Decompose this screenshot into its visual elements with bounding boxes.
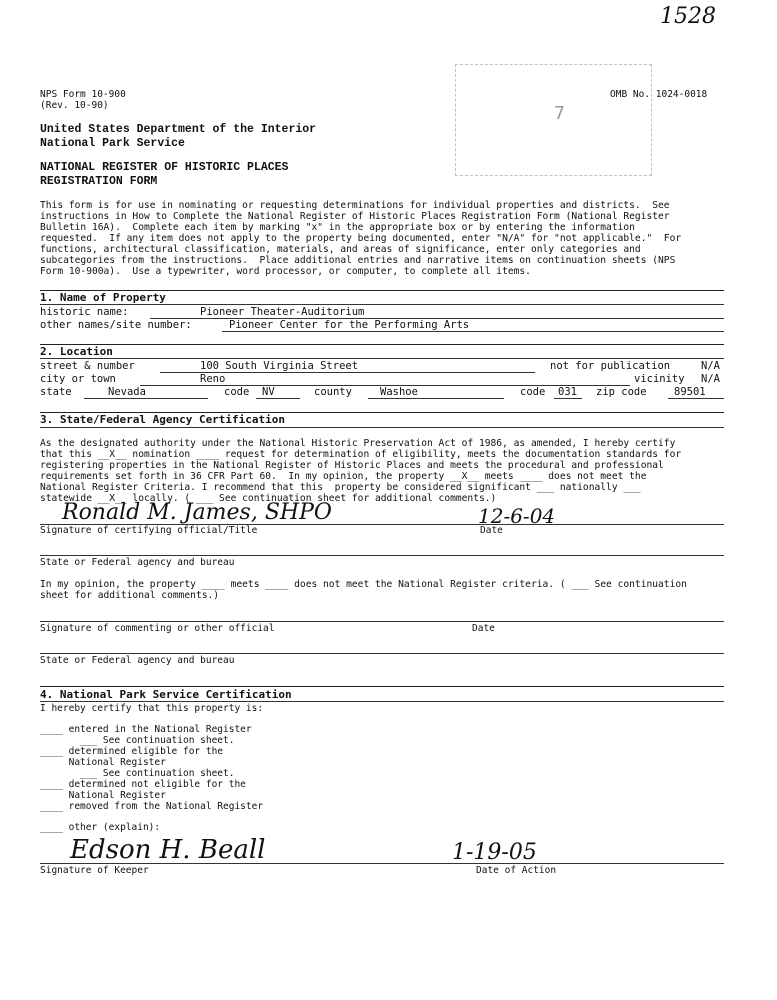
section4-heading: 4. National Park Service Certification: [40, 688, 292, 701]
certifying-date: 12-6-04: [478, 504, 556, 528]
other-names-value: Pioneer Center for the Performing Arts: [229, 319, 470, 331]
historic-name-value: Pioneer Theater-Auditorium: [200, 306, 365, 318]
signature-line: [40, 653, 724, 654]
agency-bureau-label-2: State or Federal agency and bureau: [40, 655, 235, 666]
vicinity-label: vicinity: [634, 373, 685, 385]
field-line: [256, 398, 300, 399]
certifying-date-label: Date: [480, 525, 503, 536]
state-code-value: NV: [262, 386, 275, 398]
instructions-line: This form is for use in nominating or requesting determinations for individual properties and districts. See: [40, 200, 670, 211]
other-names-label: other names/site number:: [40, 319, 192, 331]
certification-line: National Register Criteria. I recommend that this property be considered significant ___ nationally ___: [40, 482, 641, 493]
field-line: [84, 398, 208, 399]
instructions-line: Bulletin 16A). Complete each item by marking "x" in the appropriate box or by entering the information: [40, 222, 635, 233]
city-value: Reno: [200, 373, 226, 385]
opinion-line: In my opinion, the property ____ meets ____ does not meet the National Register criteria. ( ___ See continuation: [40, 579, 687, 590]
section-underline: [40, 427, 724, 428]
field-line: [222, 331, 724, 332]
keeper-option: ____ other (explain):: [40, 822, 161, 833]
county-label: county: [314, 386, 352, 398]
section-underline: [40, 358, 724, 359]
field-line: [668, 398, 724, 399]
agency-bureau-label: State or Federal agency and bureau: [40, 557, 235, 568]
keeper-option: ____ determined eligible for the: [40, 746, 224, 757]
county-code-value: 031: [558, 386, 577, 398]
county-code-label: code: [520, 386, 546, 398]
county-value: Washoe: [380, 386, 418, 398]
section1-heading: 1. Name of Property: [40, 291, 166, 304]
state-value: Nevada: [108, 386, 146, 398]
street-value: 100 South Virginia Street: [200, 360, 359, 372]
field-line: [554, 398, 582, 399]
keeper-option: National Register: [40, 757, 166, 768]
omb-number: OMB No. 1024-0018: [610, 89, 708, 100]
state-label: state: [40, 386, 72, 398]
form-subtitle: REGISTRATION FORM: [40, 175, 158, 188]
keeper-certify-text: I hereby certify that this property is:: [40, 703, 264, 714]
keeper-option: ____ determined not eligible for the: [40, 779, 246, 790]
field-line: [368, 398, 504, 399]
instructions-line: Form 10-900a). Use a typewriter, word processor, or computer, to complete all items.: [40, 266, 531, 277]
instructions-line: functions, architectural classification, materials, and areas of significance, enter only categories and: [40, 244, 641, 255]
stamp-mark: 7: [554, 103, 565, 124]
historic-name-label: historic name:: [40, 306, 129, 318]
keeper-option: ____ removed from the National Register: [40, 801, 264, 812]
signature-line: [40, 863, 724, 864]
form-title: NATIONAL REGISTER OF HISTORIC PLACES: [40, 161, 289, 174]
section3-heading: 3. State/Federal Agency Certification: [40, 413, 286, 426]
zip-value: 89501: [674, 386, 706, 398]
keeper-option: ___ See continuation sheet.: [40, 735, 235, 746]
section-divider: [40, 686, 724, 687]
instructions-line: requested. If any item does not apply to the property being documented, enter "N/A" for "not applicable." For: [40, 233, 682, 244]
keeper-signature: Edson H. Beall: [70, 835, 266, 865]
agency-title: National Park Service: [40, 137, 185, 150]
vicinity-value: N/A: [701, 373, 720, 385]
received-stamp: [455, 64, 652, 176]
not-for-publication-label: not for publication: [550, 360, 671, 372]
certification-line: that this __X__ nomination ____ request for determination of eligibility, meets the documentation standards for: [40, 449, 682, 460]
date-of-action-label: Date of Action: [476, 865, 557, 876]
certification-line: statewide __X__ locally. ( ___ See continuation sheet for additional comments.): [40, 493, 497, 504]
keeper-date: 1-19-05: [452, 840, 537, 865]
certifying-signature-label: Signature of certifying official/Title: [40, 525, 258, 536]
city-label: city or town: [40, 373, 116, 385]
handwritten-page-number: 1528: [660, 4, 716, 29]
keeper-signature-label: Signature of Keeper: [40, 865, 149, 876]
form-number: NPS Form 10-900: [40, 89, 126, 100]
certification-line: As the designated authority under the National Historic Preservation Act of 1986, as amended, I hereby certify: [40, 438, 676, 449]
signature-line: [40, 555, 724, 556]
instructions-line: instructions in How to Complete the National Register of Historic Places Registration Form (National Register: [40, 211, 670, 222]
keeper-option: National Register: [40, 790, 166, 801]
signature-line: [40, 621, 724, 622]
certifying-signature: Ronald M. James, SHPO: [62, 500, 332, 525]
section-underline: [40, 701, 724, 702]
not-for-publication-value: N/A: [701, 360, 720, 372]
state-code-label: code: [224, 386, 250, 398]
section-divider: [40, 344, 724, 345]
keeper-option: ___ See continuation sheet.: [40, 768, 235, 779]
section-underline: [40, 304, 724, 305]
zip-label: zip code: [596, 386, 647, 398]
opinion-line: sheet for additional comments.): [40, 590, 220, 601]
instructions-line: subcategories from the instructions. Place additional entries and narrative items on continuation sheets (NPS: [40, 255, 676, 266]
dept-title: United States Department of the Interior: [40, 123, 317, 136]
certification-line: registering properties in the National Register of Historic Places and meets the procedural and professional: [40, 460, 664, 471]
commenting-signature-label: Signature of commenting or other official: [40, 623, 275, 634]
keeper-option: ____ entered in the National Register: [40, 724, 252, 735]
form-revision: (Rev. 10-90): [40, 100, 109, 111]
commenting-date-label: Date: [472, 623, 495, 634]
section2-heading: 2. Location: [40, 345, 113, 358]
certification-line: requirements set forth in 36 CFR Part 60. In my opinion, the property __X__ meets ____ does not meet the: [40, 471, 647, 482]
street-label: street & number: [40, 360, 135, 372]
